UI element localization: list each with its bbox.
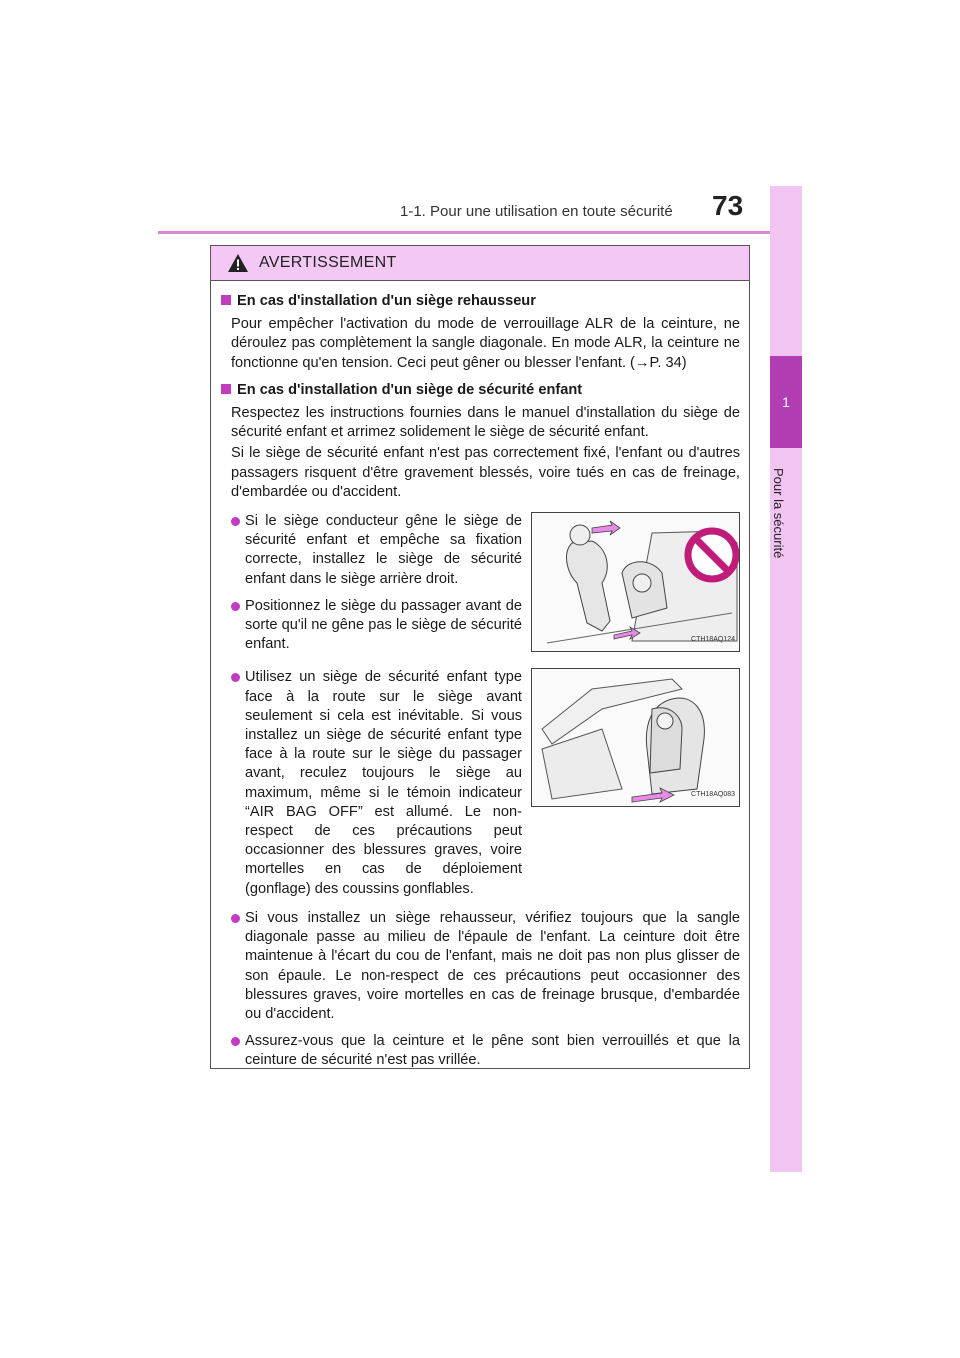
list-item-text: Si vous installez un siège rehausseur, vérifiez toujours que la sangle diagonale passe au milieu de l'épaule de l'enfant. La ceinture doit être maintenue à l'écart du cou de l'enfant, mais ne doit pas non plus glisser de son épaule. Le non-respect de ces précautions peut occasionner des blessures graves, voire mortelles en cas de freinage brusque, d'embardée ou d'accident. xyxy=(245,909,740,1022)
section-text: Pour empêcher l'activation du mode de verrouillage ALR de la ceinture, ne déroulez pas complètement la sangle diagonale. En mode ALR, la ceinture ne fonctionne qu'en tension. Ceci peut gêner ou blesser l'enfant. (→P. 34) xyxy=(231,316,740,371)
bullet-list-full-width xyxy=(221,909,740,1071)
figure-driver-seat-interference xyxy=(531,512,740,652)
section-heading-text: En cas d'installation d'un siège rehausseur xyxy=(237,293,536,309)
section-text: Respectez les instructions fournies dans le manuel d'installation du siège de sécurité enfant et arrimez solidement le siège de sécurité enfant. xyxy=(231,405,740,441)
bullet-dot-icon xyxy=(231,673,240,682)
list-item xyxy=(231,668,522,898)
square-bullet-icon xyxy=(221,384,231,394)
warning-triangle-icon xyxy=(227,253,249,273)
bullet-figure-row xyxy=(221,668,740,906)
bullet-dot-icon xyxy=(231,602,240,611)
bullet-column xyxy=(231,512,522,662)
section-text: Si le siège de sécurité enfant n'est pas correctement fixé, l'enfant ou d'autres passagers risquent d'être gravement blessés, voire tués en cas de freinage, d'embardée ou d'accident. xyxy=(231,445,740,500)
bullet-dot-icon xyxy=(231,1037,240,1046)
warning-body xyxy=(211,281,749,1071)
warning-title: AVERTISSEMENT xyxy=(259,254,397,271)
figure-code: CTH18AQ124 xyxy=(691,635,735,643)
section-heading xyxy=(221,381,740,400)
chapter-side-tab xyxy=(770,186,802,1172)
figure-front-passenger-seat xyxy=(531,668,740,807)
list-item-text: Si le siège conducteur gêne le siège de sécurité enfant et empêche sa fixation correcte, installez le siège de sécurité enfant dans le siège arrière droit. xyxy=(245,513,522,587)
section-heading-text: En cas d'installation d'un siège de sécurité enfant xyxy=(237,381,583,398)
section-heading xyxy=(221,292,740,311)
list-item xyxy=(231,909,740,1024)
header-divider xyxy=(158,231,802,234)
list-item-text: Utilisez un siège de sécurité enfant type face à la route sur le siège avant seulement si cela est inévitable. Si vous installez un siège de sécurité enfant type face à la route sur le siège du passager avant, reculez toujours le siège au maximum, même si le témoin indicateur “AIR BAG OFF” est allumé. Le non-respect de ces précautions peut occasionner des blessures graves, voire mortelles en cas de déploiement (gonflage) des coussins gonflables. xyxy=(245,669,522,897)
list-item xyxy=(231,512,522,589)
figure-code: CTH18AQ083 xyxy=(691,791,735,799)
chapter-number: 1 xyxy=(782,394,790,410)
bullet-column xyxy=(231,668,522,906)
list-item xyxy=(231,597,522,655)
list-item-text: Assurez-vous que la ceinture et le pêne sont bien verrouillés et que la ceinture de sécurité n'est pas vrillée. xyxy=(245,1033,740,1069)
chapter-number-tab[interactable] xyxy=(770,356,802,448)
list-item xyxy=(231,1032,740,1070)
square-bullet-icon xyxy=(221,295,231,305)
chapter-label: Pour la sécurité xyxy=(771,468,786,559)
page-number: 73 xyxy=(712,190,744,221)
bullet-dot-icon xyxy=(231,914,240,923)
warning-header xyxy=(211,246,749,281)
warning-box xyxy=(210,245,750,1069)
list-item-text: Positionnez le siège du passager avant de sorte qu'il ne gêne pas le siège de sécurité enfant. xyxy=(245,597,522,653)
bullet-figure-row xyxy=(221,512,740,662)
section-header: 1-1. Pour une utilisation en toute sécurité xyxy=(400,203,673,220)
bullet-dot-icon xyxy=(231,517,240,526)
